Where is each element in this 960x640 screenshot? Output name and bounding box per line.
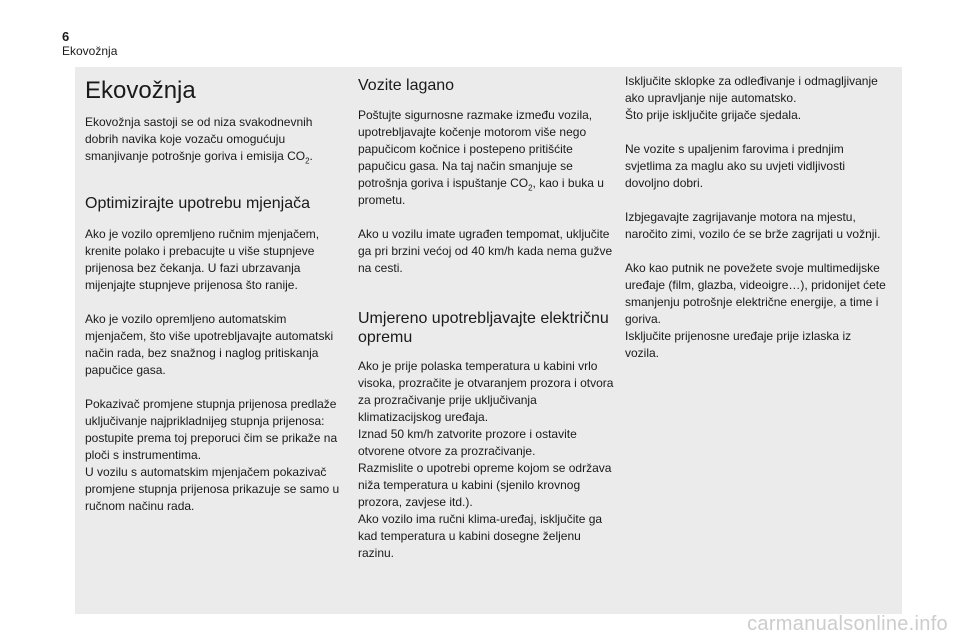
content-panel — [75, 67, 902, 614]
paragraph-air-conditioning: Ako vozilo ima ručni klima-uređaj, isključite ga kad temperatura u kabini dosegne željenu razinu. — [358, 512, 603, 560]
paragraph-gear-indicator: Pokazivač promjene stupnja prijenosa predlaže uključivanje najprikladnijeg stupnja prijenosa: postupite prema toj preporuci čim se prikaže na ploči s instrumentima. — [85, 397, 338, 462]
heading-electrical-equipment: Umjereno upotrebljavajte električnu opremu — [358, 310, 609, 346]
column-2 — [358, 67, 620, 562]
paragraph-seat-heaters: Što prije isključite grijače sjedala. — [625, 108, 802, 122]
watermark: carmanualsonline.info — [747, 613, 948, 635]
paragraph-cabin-equipment: Razmislite o upotrebi opreme kojom se održava niža temperatura u kabini (sjenilo krovnog prozora, zavjese itd.). — [358, 461, 612, 509]
section-title: Ekovožnja — [62, 44, 118, 58]
intro-paragraph: Ekovožnja sastoji se od niza svakodnevnih dobrih navika koje vozaču omogućuju smanjivanje potrošnje goriva i emisija $CO_2$. — [85, 115, 313, 166]
paragraph-headlamps: Ne vozite s upaljenim farovima i prednjim svjetlima za maglu ako su uvjeti vidljivosti dovoljno dobri. — [625, 142, 846, 190]
page-header — [62, 30, 117, 58]
paragraph-engine-warmup: Izbjegavajte zagrijavanje motora na mjestu, naročito zimi, vozilo će se brže zagrijati u vožnji. — [625, 210, 881, 241]
paragraph-safe-distance: Poštujte sigurnosne razmake između vozila, upotrebljavajte kočenje motorom više nego papučicom kočnice i postepeno pritišćite papučicu gasa. Na taj način smanjuje se potrošnja goriva i ispuštanje $CO_2$, kao i buka u prometu. — [358, 108, 604, 207]
paragraph-cruise-control: Ako u vozilu imate ugrađen tempomat, uključite ga pri brzini većoj od 40 km/h kada nema gužve na cesti. — [358, 227, 613, 275]
page-title: Ekovožnja — [85, 77, 196, 104]
paragraph-portable-devices: Isključite prijenosne uređaje prije izlaska iz vozila. — [625, 329, 852, 360]
paragraph-gear-indicator-auto: U vozilu s automatskim mjenjačem pokazivač promjene stupnja prijenosa prikazuje se samo u ručnom načinu rada. — [85, 465, 340, 513]
column-3 — [625, 67, 887, 362]
page-number: 6 — [62, 29, 70, 44]
paragraph-demisting: Isključite sklopke za odleđivanje i odmagljivanje ako upravljanje nije automatsko. — [625, 74, 878, 105]
paragraph-automatic-gearbox: Ako je vozilo opremljeno automatskim mjenjačem, što više upotrebljavajte automatski način rada, bez snažnog i naglog pritiskanja papučice gasa. — [85, 312, 334, 377]
paragraph-multimedia: Ako kao putnik ne povežete svoje multimedijske uređaje (film, glazba, videoigre…), pridonijet ćete smanjenju potrošnje električne energije, a time i goriva. — [625, 261, 886, 326]
paragraph-ventilate: Ako je prije polaska temperatura u kabini vrlo visoka, prozračite je otvaranjem prozora i otvora za prozračivanje prije uključivanja klimatizacijskog uređaja. — [358, 359, 614, 424]
column-1 — [85, 67, 341, 515]
paragraph-close-windows: Iznad 50 km/h zatvorite prozore i ostavite otvorene otvore za prozračivanje. — [358, 427, 577, 458]
heading-drive-smoothly: Vozite lagano — [358, 77, 455, 94]
paragraph-manual-gearbox: Ako je vozilo opremljeno ručnim mjenjačem, krenite polako i prebacujte u više stupnjeve prijenosa bez čekanja. U fazi ubrzavanja mijenjajte stupnjeve prijenosa što ranije. — [85, 227, 320, 292]
heading-gearbox: Optimizirajte upotrebu mjenjača — [85, 195, 310, 212]
